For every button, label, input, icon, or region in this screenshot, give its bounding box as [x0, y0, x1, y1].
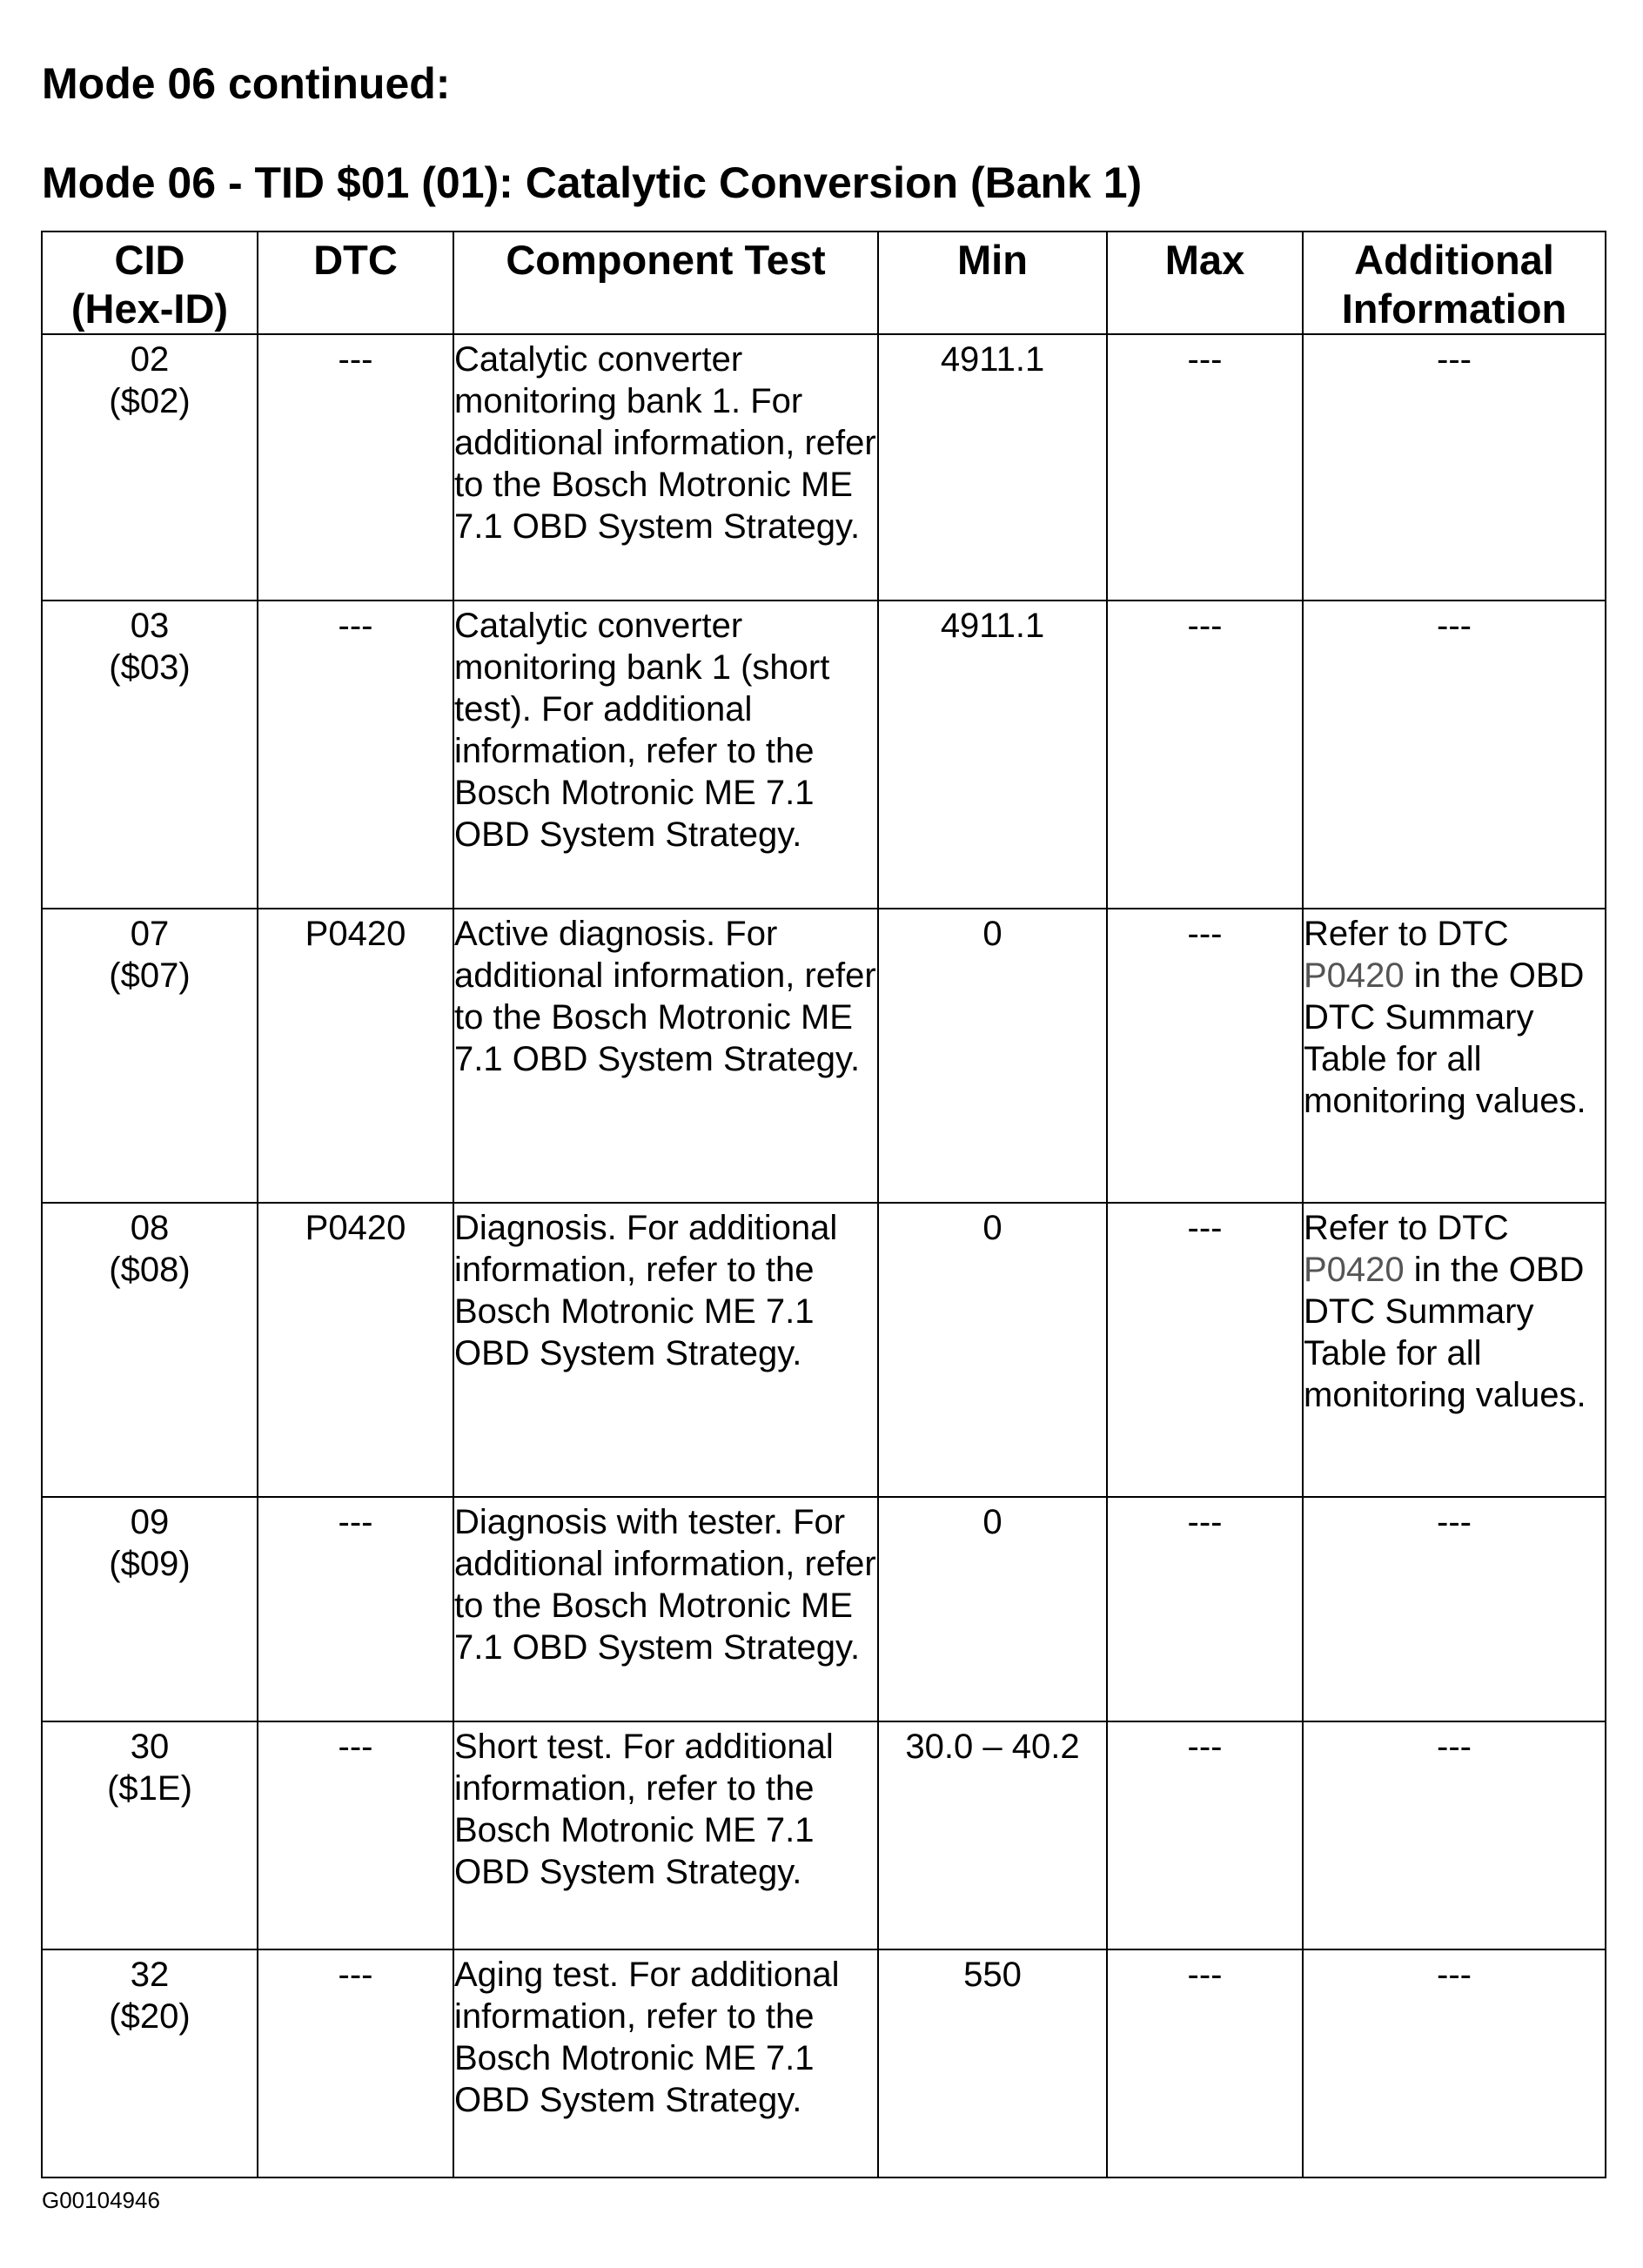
mode06-table — [41, 231, 1606, 2178]
component-test-cell: Diagnosis with tester. For additional information, refer to the Bosch Motronic ME 7.1 OBD System Strategy. — [453, 1497, 878, 1721]
figure-id: G00104946 — [42, 2187, 160, 2213]
page-title: Mode 06 continued: — [42, 59, 451, 108]
cid-cell — [42, 1721, 258, 1949]
min-cell: 0 — [878, 1497, 1107, 1721]
component-test-cell: Catalytic converter monitoring bank 1. For additional information, refer to the Bosch Motronic ME 7.1 OBD System Strategy. — [453, 334, 878, 601]
component-test-cell: Active diagnosis. For additional information, refer to the Bosch Motronic ME 7.1 OBD System Strategy. — [453, 909, 878, 1203]
component-test-cell: Short test. For additional information, refer to the Bosch Motronic ME 7.1 OBD System Strategy. — [453, 1721, 878, 1949]
hex-value: ($03) — [109, 648, 191, 687]
hex-value: ($09) — [109, 1545, 191, 1583]
header-cid-label: CID — [114, 237, 185, 283]
cid-value: 09 — [130, 1503, 170, 1541]
min-cell: 30.0 – 40.2 — [878, 1721, 1107, 1949]
additional-info-cell — [1303, 909, 1606, 1203]
table-title: Mode 06 - TID $01 (01): Catalytic Conversion (Bank 1) — [42, 158, 1143, 207]
info-text-before: Refer to DTC — [1304, 915, 1509, 953]
header-information-label: Information — [1341, 285, 1567, 332]
cid-value: 32 — [130, 1956, 170, 1994]
hex-value: ($20) — [109, 1997, 191, 2036]
min-cell: 4911.1 — [878, 601, 1107, 909]
max-cell: --- — [1107, 1203, 1303, 1497]
header-min: Min — [878, 231, 1107, 334]
min-cell: 0 — [878, 909, 1107, 1203]
cid-value: 08 — [130, 1209, 170, 1247]
hex-value: ($07) — [109, 956, 191, 995]
info-text-after: in the OBD DTC Summary Table for all monitoring values. — [1304, 956, 1586, 1120]
dtc-cell: --- — [258, 334, 453, 601]
dtc-cell: P0420 — [258, 909, 453, 1203]
component-test-cell: Diagnosis. For additional information, refer to the Bosch Motronic ME 7.1 OBD System Strategy. — [453, 1203, 878, 1497]
hex-value: ($1E) — [107, 1769, 192, 1808]
additional-info-cell: --- — [1303, 334, 1606, 601]
dtc-cell: --- — [258, 1497, 453, 1721]
min-cell: 550 — [878, 1949, 1107, 2177]
hex-value: ($08) — [109, 1251, 191, 1289]
table-row — [42, 334, 1606, 601]
max-cell: --- — [1107, 601, 1303, 909]
cid-value: 02 — [130, 340, 170, 379]
header-component-test: Component Test — [453, 231, 878, 334]
additional-info-cell — [1303, 1203, 1606, 1497]
table-row — [42, 601, 1606, 909]
header-additional-label: Additional — [1354, 237, 1554, 283]
dtc-link[interactable]: P0420 — [1304, 956, 1405, 995]
cid-cell — [42, 909, 258, 1203]
min-cell: 0 — [878, 1203, 1107, 1497]
header-additional-info — [1303, 231, 1606, 334]
max-cell: --- — [1107, 1721, 1303, 1949]
additional-info-cell: --- — [1303, 1949, 1606, 2177]
cid-value: 03 — [130, 607, 170, 645]
component-test-cell: Aging test. For additional information, refer to the Bosch Motronic ME 7.1 OBD System Strategy. — [453, 1949, 878, 2177]
dtc-cell: --- — [258, 1949, 453, 2177]
dtc-cell: --- — [258, 601, 453, 909]
header-hex-label: (Hex-ID) — [70, 285, 229, 332]
max-cell: --- — [1107, 334, 1303, 601]
min-cell: 4911.1 — [878, 334, 1107, 601]
cid-cell — [42, 1497, 258, 1721]
header-max: Max — [1107, 231, 1303, 334]
table-row — [42, 1721, 1606, 1949]
info-text-after: in the OBD DTC Summary Table for all monitoring values. — [1304, 1251, 1586, 1414]
cid-cell — [42, 334, 258, 601]
cid-cell — [42, 1203, 258, 1497]
additional-info-cell: --- — [1303, 1497, 1606, 1721]
additional-info-cell: --- — [1303, 1721, 1606, 1949]
max-cell: --- — [1107, 1497, 1303, 1721]
table-row — [42, 909, 1606, 1203]
table-header-row — [42, 231, 1606, 334]
header-dtc: DTC — [258, 231, 453, 334]
header-cid — [42, 231, 258, 334]
table-row — [42, 1203, 1606, 1497]
cid-cell — [42, 601, 258, 909]
max-cell: --- — [1107, 1949, 1303, 2177]
cid-value: 30 — [130, 1728, 170, 1766]
table-row — [42, 1949, 1606, 2177]
table-row — [42, 1497, 1606, 1721]
dtc-cell: --- — [258, 1721, 453, 1949]
additional-info-cell: --- — [1303, 601, 1606, 909]
hex-value: ($02) — [109, 382, 191, 420]
component-test-cell: Catalytic converter monitoring bank 1 (short test). For additional information, refer to the Bosch Motronic ME 7.1 OBD System Strategy. — [453, 601, 878, 909]
dtc-link[interactable]: P0420 — [1304, 1251, 1405, 1289]
max-cell: --- — [1107, 909, 1303, 1203]
cid-cell — [42, 1949, 258, 2177]
dtc-cell: P0420 — [258, 1203, 453, 1497]
cid-value: 07 — [130, 915, 170, 953]
info-text-before: Refer to DTC — [1304, 1209, 1509, 1247]
